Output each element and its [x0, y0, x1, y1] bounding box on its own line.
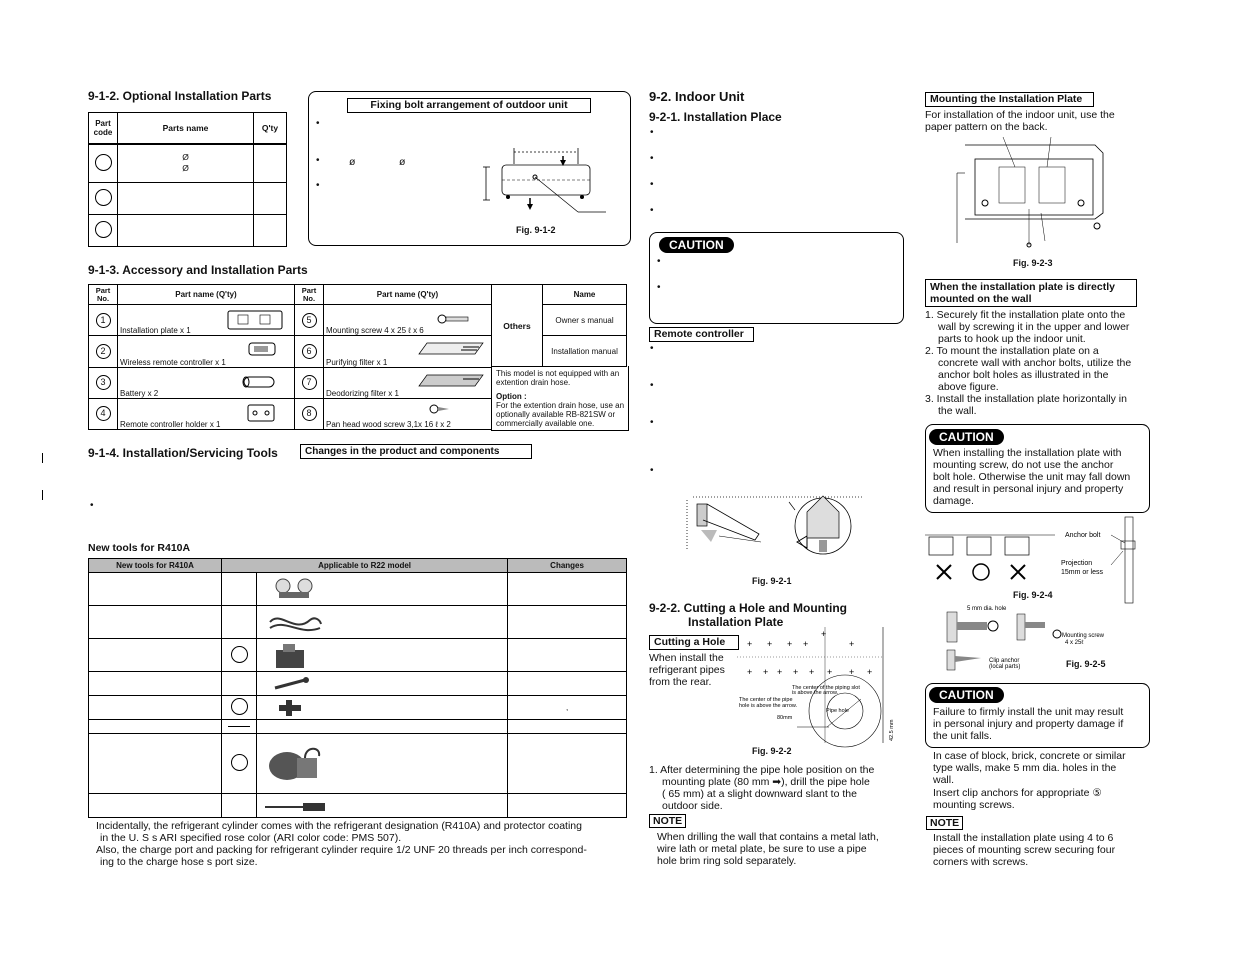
figure-caption: Fig. 9-2-2	[752, 746, 792, 756]
mounting-plate-box: Mounting the Installation Plate	[925, 92, 1094, 107]
section-title-indoor-unit: 9-2. Indoor Unit	[649, 89, 745, 104]
bullet: •	[650, 380, 654, 391]
col-name: Name	[543, 285, 627, 305]
text-line: damage.	[933, 495, 974, 507]
manifold-gauge-icon	[269, 576, 319, 602]
option-text: For the extention drain hose, use an optionally available RB-821SW or commercially available one.	[496, 401, 625, 428]
remote-holder-icon	[246, 403, 276, 423]
part-name: Purifying filter x 1	[326, 357, 388, 367]
caution-text	[933, 706, 1148, 742]
part-name: Pan head wood screw 3,1x 16 ℓ x 2	[326, 420, 451, 429]
svg-text:+: +	[849, 639, 855, 649]
diagram-label: Clip anchor	[989, 658, 1020, 664]
bullet: •	[657, 282, 661, 293]
leak-detector-icon	[263, 802, 329, 812]
col-part-name: Part name (Q'ty)	[324, 285, 492, 305]
changes-text: ,	[508, 696, 627, 720]
diagram-label: 80mm	[777, 715, 793, 721]
text-line: in personal injury and property damage if	[933, 718, 1124, 730]
part-number: 4	[96, 406, 111, 421]
figure-caption: Fig. 9-2-3	[1013, 258, 1053, 268]
note-badge: NOTE	[926, 816, 963, 830]
text-line: Install the installation plate using 4 to 6	[933, 832, 1114, 844]
text-line: and result in personal injury and property	[933, 483, 1124, 495]
diagram-label: Anchor bolt	[1065, 532, 1101, 539]
part-number: 8	[302, 406, 317, 421]
part-number: 1	[96, 313, 111, 328]
margin-bar	[42, 490, 43, 500]
bullet: •	[316, 180, 320, 191]
part-name: Installation plate x 1	[120, 326, 191, 336]
clip-anchor-text	[933, 787, 1148, 811]
text-line: refrigerant pipes	[649, 664, 725, 676]
fixing-bolt-title: Fixing bolt arrangement of outdoor unit	[347, 98, 591, 113]
others-item: Owner s manual	[543, 305, 627, 336]
footnote-line: in the U. S s ARI specified rose color (ARI color code: PMS 507).	[100, 832, 402, 844]
text-line: When install the	[649, 652, 724, 664]
col-applicable: Applicable to R22 model	[222, 559, 508, 573]
diagram-label: 15mm or less	[1061, 569, 1104, 576]
text-line: When installing the installation plate with	[933, 447, 1122, 459]
part-code-circle	[95, 189, 112, 206]
svg-text:+: +	[849, 667, 855, 677]
part-number: 3	[96, 375, 111, 390]
svg-text:+: +	[777, 667, 783, 677]
bullet: •	[650, 179, 654, 190]
direct-mount-box	[925, 279, 1137, 307]
section-title-accessory: 9-1-3. Accessory and Installation Parts	[88, 263, 308, 277]
others-label: Others	[492, 285, 543, 367]
part-name: Remote controller holder x 1	[120, 420, 221, 429]
part-number: 2	[96, 344, 111, 359]
caution-badge: CAUTION	[929, 687, 1004, 703]
caution-text	[933, 447, 1148, 507]
bullet: •	[650, 153, 654, 164]
text-line: from the rear.	[649, 676, 712, 688]
svg-text:+: +	[867, 667, 873, 677]
svg-text:+: +	[827, 667, 833, 677]
text-line: pieces of mounting screw securing four	[933, 844, 1116, 856]
svg-text:+: +	[747, 667, 753, 677]
vacuum-pump-icon	[265, 740, 325, 788]
phi-symbol: ø	[349, 156, 356, 168]
cutting-hole-box: Cutting a Hole	[649, 635, 739, 650]
phi-symbol: ø	[399, 156, 406, 168]
text-line: ( 65 mm) at a slight downward slant to the	[662, 788, 857, 800]
part-name: Deodorizing filter x 1	[326, 388, 399, 398]
col-part-no: Part No.	[89, 285, 118, 305]
bullet: •	[650, 465, 654, 476]
diagram-label: (local parts)	[989, 664, 1021, 670]
diagram-label: 4 x 25ℓ	[1065, 640, 1084, 646]
svg-text:+: +	[793, 667, 799, 677]
diagram-label: hole is above the arrow.	[739, 703, 798, 709]
applicable-mark	[231, 698, 248, 715]
text-line: the wall.	[938, 405, 977, 417]
text-line: 3. Install the installation plate horizontally in	[925, 393, 1127, 405]
applicable-mark	[231, 646, 248, 663]
text-line: wall by screwing it in the upper and lower	[938, 321, 1130, 333]
bullet: •	[650, 127, 654, 138]
part-number: 7	[302, 375, 317, 390]
svg-text:+: +	[787, 639, 793, 649]
cutting-hole-text	[649, 652, 725, 688]
text-line: mounting plate (80 mm ➡), drill the pipe hole	[662, 776, 870, 788]
section-title-optional-parts: 9-1-2. Optional Installation Parts	[88, 89, 272, 103]
text-line: In case of block, brick, concrete or similar	[933, 750, 1126, 762]
installation-plate-icon	[226, 308, 284, 332]
bullet: •	[650, 343, 654, 354]
electronic-balance-icon	[273, 642, 309, 670]
text-line: above figure.	[938, 381, 999, 393]
svg-text:+: +	[821, 629, 827, 639]
title-line: 9-2-2. Cutting a Hole and Mounting	[649, 601, 847, 615]
svg-text:+: +	[767, 639, 773, 649]
diagram-label: 42.5 mm	[889, 719, 895, 741]
part-name: Wireless remote controller x 1	[120, 357, 226, 367]
charge-hose-icon	[265, 610, 325, 634]
note-badge: NOTE	[649, 814, 686, 828]
option-label: Option :	[496, 392, 527, 401]
note-text	[657, 831, 907, 867]
col-new-tools: New tools for R410A	[89, 559, 222, 573]
mounting-plate-text	[925, 109, 1115, 133]
text-line: corners with screws.	[933, 856, 1029, 868]
col-part-no: Part No.	[295, 285, 324, 305]
section-title-tools: 9-1-4. Installation/Servicing Tools	[88, 446, 278, 460]
text-line: Failure to firmly install the unit may result	[933, 706, 1124, 718]
diagram-label: Pipe hole	[826, 708, 849, 714]
others-table	[491, 284, 627, 367]
text-line: Insert clip anchors for appropriate ⑤	[933, 787, 1102, 799]
svg-text:+: +	[809, 667, 815, 677]
outdoor-unit-bolt-diagram	[478, 140, 618, 220]
text-line: For installation of the indoor unit, use the	[925, 109, 1115, 121]
text-line: the unit falls.	[933, 730, 992, 742]
part-code-circle	[95, 221, 112, 238]
deodorizing-filter-icon	[417, 373, 485, 389]
text-line: When drilling the wall that contains a metal lath,	[657, 831, 879, 843]
footnote-line: Incidentally, the refrigerant cylinder comes with the refrigerant designation (R410A) and protector coating	[96, 820, 582, 832]
diagram-label: The center of the pipe	[739, 697, 793, 703]
text-line: 1. After determining the pipe hole position on the	[649, 764, 875, 776]
part-code-circle	[95, 154, 112, 171]
drain-note: This model is not equipped with an extention drain hose.	[496, 369, 620, 387]
text-line: bolt hole. Otherwise the unit may fall down	[933, 471, 1131, 483]
text-line: mounting screws.	[933, 799, 1015, 811]
remote-controller-icon	[248, 342, 276, 356]
dash-mark	[228, 726, 250, 727]
parts-name-text: Ø	[182, 152, 189, 163]
bullet: •	[316, 118, 320, 129]
text-line: concrete wall with anchor bolts, utilize the	[938, 357, 1132, 369]
text-line: When the installation plate is directly	[930, 281, 1115, 293]
part-name: Mounting screw 4 x 25 ℓ x 6	[326, 326, 424, 336]
installation-place-diagram	[683, 490, 865, 565]
pipe-hole-diagram	[737, 627, 906, 743]
others-item: Installation manual	[543, 336, 627, 367]
wood-screw-icon	[429, 403, 451, 415]
remote-controller-box: Remote controller	[649, 327, 754, 342]
bullet: •	[650, 205, 654, 216]
installation-plate-figure	[955, 133, 1115, 253]
footnote-line: Also, the charge port and packing for refrigerant cylinder require 1/2 UNF 20 threads per inch correspond-	[96, 844, 587, 856]
note-text	[933, 832, 1148, 868]
footnote-line: ing to the charge hose s port size.	[100, 856, 258, 868]
caution-badge: CAUTION	[659, 237, 734, 253]
diagram-label: Projection	[1061, 560, 1093, 567]
flare-tool-icon	[275, 699, 305, 717]
text-line: paper pattern on the back.	[925, 121, 1048, 133]
text-line: anchor bolt holes as illustrated in the	[938, 369, 1109, 381]
accessory-table	[88, 284, 492, 430]
text-line: hole brim ring sold separately.	[657, 855, 797, 867]
new-tools-heading: New tools for R410A	[88, 542, 191, 554]
caution-badge: CAUTION	[929, 429, 1004, 445]
col-changes: Changes	[508, 559, 627, 573]
text-line: mounted on the wall	[930, 293, 1032, 305]
figure-caption: Fig. 9-2-4	[1013, 590, 1053, 600]
subsection-installation-place: 9-2-1. Installation Place	[649, 110, 782, 124]
col-qty: Q'ty	[254, 113, 287, 144]
text-line: 1. Securely fit the installation plate onto the	[925, 309, 1126, 321]
svg-text:+: +	[763, 667, 769, 677]
figure-caption: Fig. 9-2-5	[1066, 659, 1106, 669]
diagram-label: Mounting screw	[1062, 633, 1105, 639]
text-line: parts to hook up the indoor unit.	[938, 333, 1086, 345]
battery-icon	[240, 375, 276, 389]
part-name: Battery x 2	[120, 388, 159, 398]
part-number: 5	[302, 313, 317, 328]
new-tools-table	[88, 558, 627, 818]
col-part-code: Part code	[89, 113, 118, 144]
diagram-label: The center of the piping slot	[792, 685, 860, 691]
figure-caption: Fig. 9-1-2	[516, 225, 556, 235]
step-1-text	[649, 764, 899, 812]
purifying-filter-icon	[417, 341, 485, 357]
subsection-cutting-hole	[649, 601, 847, 629]
tools-footnote	[96, 820, 636, 868]
col-parts-name: Parts name	[118, 113, 254, 144]
svg-text:+: +	[747, 639, 753, 649]
applicable-mark	[231, 754, 248, 771]
text-line: mounting screw, do not use the anchor	[933, 459, 1114, 471]
margin-bar	[42, 453, 43, 463]
mount-steps	[925, 309, 1150, 417]
text-line: wire lath or metal plate, be sure to use a pipe	[657, 843, 867, 855]
diagram-label: 5 mm dia. hole	[967, 606, 1007, 612]
bullet: •	[316, 155, 320, 166]
bullet: •	[650, 417, 654, 428]
part-number: 6	[302, 344, 317, 359]
bullet: •	[657, 256, 661, 267]
title-line: Installation Plate	[688, 615, 784, 629]
torque-wrench-icon	[271, 676, 311, 692]
optional-parts-table	[88, 112, 287, 247]
col-part-name: Part name (Q'ty)	[118, 285, 295, 305]
text-line: 2. To mount the installation plate on a	[925, 345, 1099, 357]
text-line: outdoor side.	[662, 800, 723, 812]
text-line: wall.	[933, 774, 955, 786]
block-wall-text	[933, 750, 1148, 786]
diagram-label: is above the arrow.	[792, 690, 839, 696]
parts-name-text: Ø	[182, 163, 189, 174]
mounting-screw-icon	[437, 313, 471, 325]
svg-text:+: +	[803, 639, 809, 649]
text-line: type walls, make 5 mm dia. holes in the	[933, 762, 1117, 774]
changes-box: Changes in the product and components	[300, 444, 532, 459]
figure-caption: Fig. 9-2-1	[752, 576, 792, 586]
bullet: •	[90, 500, 94, 511]
